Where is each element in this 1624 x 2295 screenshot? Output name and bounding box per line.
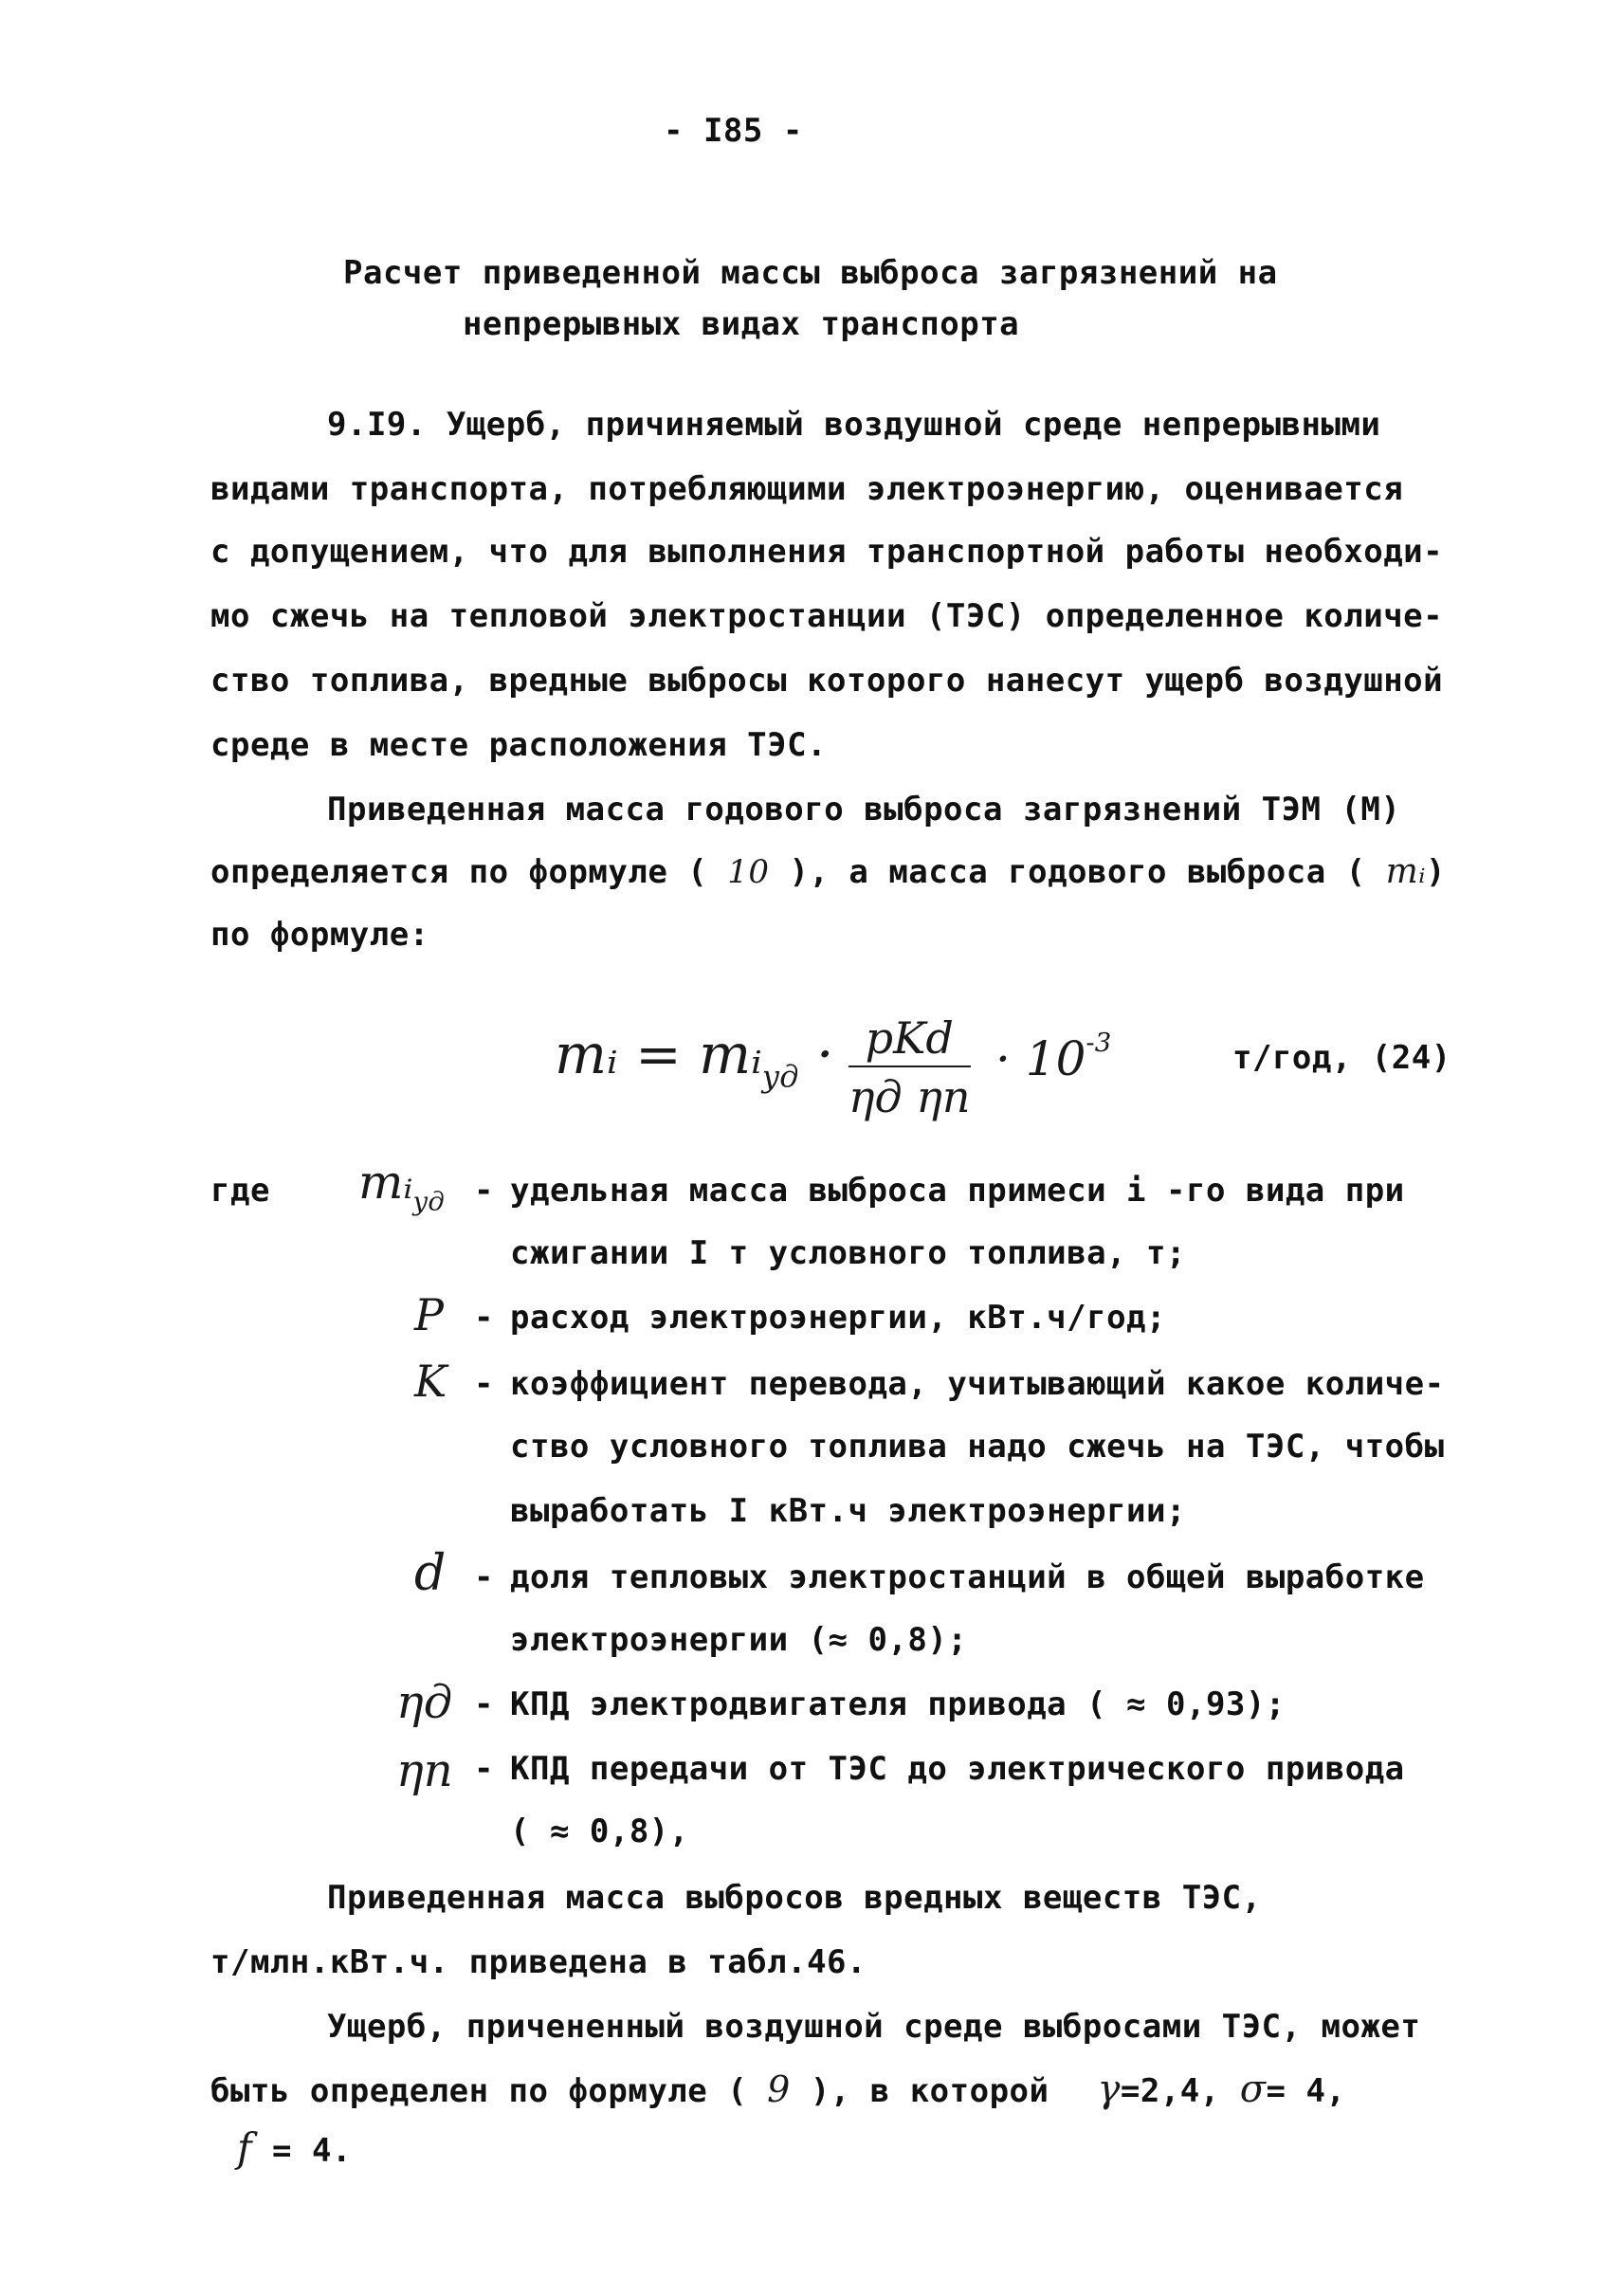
paragraph-line: 9.I9. Ущерб, причиняемый воздушной среде непрерывными [327,406,1381,444]
text-fragment: ), а масса годового выброса ( [789,853,1366,891]
definition-symbol: ηп [396,1744,453,1797]
definition-dash: - [474,1365,494,1403]
definition-symbol: ηд [396,1676,453,1729]
paragraph-line: мо сжечь на тепловой электростанции (ТЭС) определенное количе- [210,597,1444,635]
definition-dash: - [474,1685,494,1723]
text-fragment: ) [1425,853,1446,891]
text-fragment: определяется по формуле ( [210,853,708,891]
section-heading-line-1: Расчет приведенной массы выброса загрязнений на [343,254,1278,292]
definition-text-line: расход электроэнергии, кВт.ч/год; [510,1299,1167,1337]
formula-fraction [848,1012,971,1122]
paragraph-line: т/млн.кВт.ч. приведена в табл.46. [210,1943,867,1981]
section-heading-line-2: непрерывных видах транспорта [463,305,1020,343]
definition-text-line: КПД передачи от ТЭС до электрического привода [510,1750,1405,1788]
definition-text-line: коэффициент перевода, учитывающий какое количе- [510,1365,1445,1403]
formula-denominator: ηд ηп [848,1071,971,1122]
definition-dash: - [474,1299,494,1337]
handwritten-sigma: σ [1239,2067,1267,2111]
definition-dash: - [474,1750,494,1788]
handwritten-formula-ref: 10 [727,853,770,891]
definition-dash: - [474,1172,494,1210]
where-label: где [210,1172,270,1210]
definition-text-line: ство условного топлива надо сжечь на ТЭС, чтобы [510,1428,1445,1466]
definition-symbol: d [414,1545,447,1602]
definition-text-line: ( ≈ 0,8), [510,1812,689,1850]
handwritten-formula-ref: 9 [767,2068,791,2110]
definition-symbol-text: mᵢ [358,1155,413,1210]
formula-unit-and-number: т/год, (24) [1232,1039,1451,1077]
definition-text-line: доля тепловых электростанций в общей выработке [510,1558,1425,1596]
definition-symbol: K [414,1356,447,1407]
definition-text-line: удельная масса выброса примеси i -го вида при [510,1172,1405,1210]
definition-text-line: электроэнергии (≈ 0,8); [510,1621,968,1659]
definition-text-line: КПД электродвигателя привода ( ≈ 0,93); [510,1685,1286,1723]
text-fragment: ), в которой [810,2072,1049,2110]
formula-numerator: pKd [848,1012,971,1067]
formula-lhs-text: mᵢ = mᵢ [555,1022,762,1086]
paragraph-line: Приведенная масса годового выброса загрязнений ТЭМ (М) [327,791,1401,829]
definition-dash: - [474,1558,494,1596]
page-number: - I85 - [664,112,803,150]
formula-dot: · [815,1022,834,1086]
paragraph-line: среде в месте расположения ТЭС. [210,726,828,764]
paragraph-line: с допущением, что для выполнения транспортной работы необходи- [210,533,1444,571]
paragraph-line: видами транспорта, потребляющими электроэнергию, оценивается [210,470,1404,508]
paragraph-line [237,2124,352,2171]
definition-text-line: сжигании I т условного топлива, т; [510,1234,1186,1272]
formula-power-of-ten [995,1028,1111,1086]
paragraph-line [210,2067,1346,2111]
paragraph-line: Приведенная масса выбросов вредных веществ ТЭС, [327,1879,1262,1917]
formula-exponent: -3 [1086,1028,1112,1058]
paragraph-line: ство топлива, вредные выбросы которого нанесут ущерб воздушной [210,662,1444,700]
formula-lhs-subscript: уд [761,1058,799,1095]
paragraph-line: по формуле: [210,916,429,954]
text-fragment: = 4, [1266,2072,1346,2110]
formula-times: · 10 [995,1030,1086,1086]
definition-symbol [358,1155,445,1216]
definition-symbol-subscript: уд [412,1186,445,1217]
formula-lhs [555,1022,833,1094]
handwritten-gamma: γ [1097,2067,1121,2111]
text-fragment: = 4. [272,2132,352,2170]
handwritten-f: f [237,2124,253,2171]
text-fragment: =2,4, [1120,2072,1220,2110]
paragraph-line [210,853,1446,891]
text-fragment: быть определен по формуле ( [210,2072,748,2110]
paragraph-line: Ущерб, причененный воздушной среде выбросами ТЭС, может [327,2008,1421,2046]
definition-symbol: P [414,1289,444,1340]
definition-text-line: выработать I кВт.ч электроэнергии; [510,1492,1186,1530]
handwritten-symbol: mᵢ [1385,852,1426,891]
